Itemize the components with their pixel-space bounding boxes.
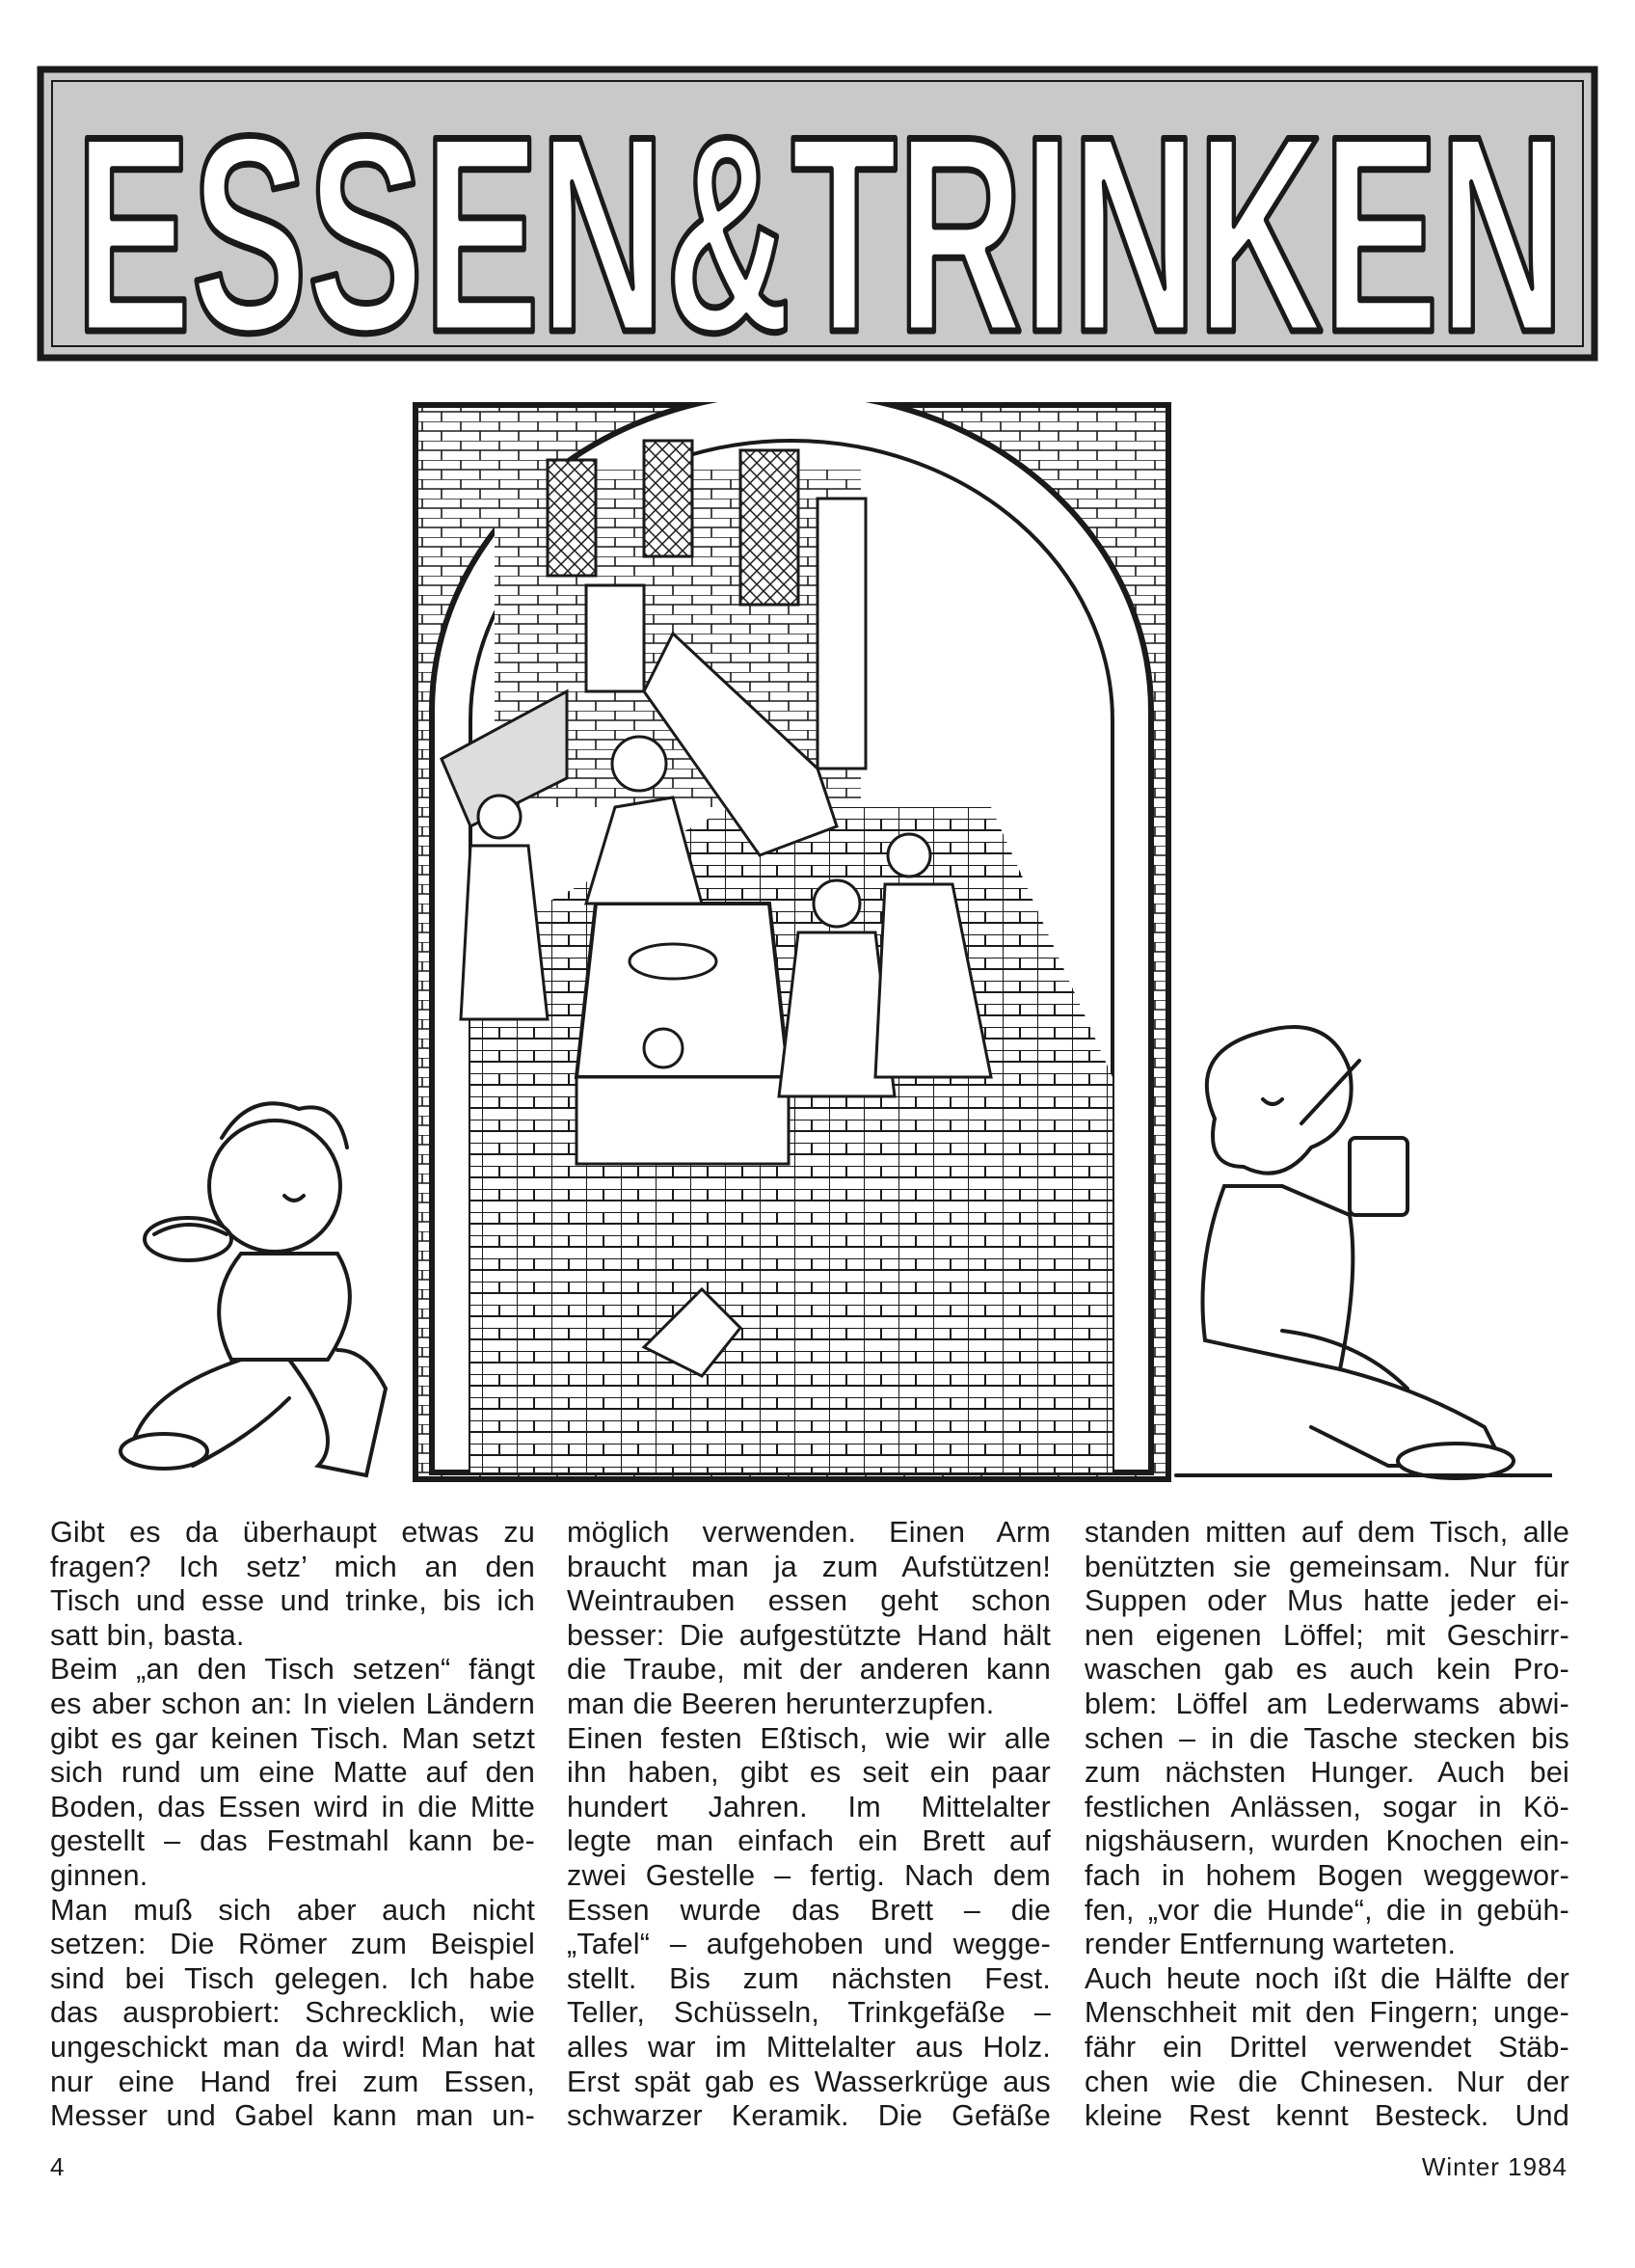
child-eating-burger-drawing (96, 1070, 443, 1485)
text-line: Messer und Gabel kann man un- (50, 2099, 535, 2133)
text-line: waschen gab es auch kein Pro- (1085, 1653, 1569, 1687)
page-number: 4 (50, 2152, 65, 2181)
text-line: braucht man ja zum Aufstützen! (567, 1550, 1051, 1583)
text-line: nen eigenen Löffel; mit Geschirr- (1085, 1618, 1569, 1652)
text-line: satt bin, basta. (50, 1618, 245, 1652)
text-line: benützten sie gemeinsam. Nur für (1085, 1550, 1569, 1583)
text-line: Man muß sich aber auch nicht (50, 1893, 535, 1927)
text-line: fen, „vor die Hunde“, die in gebüh- (1085, 1893, 1569, 1927)
text-line: Tisch und esse und trinke, bis ich (50, 1584, 535, 1618)
text-line: Beim „an den Tisch setzen“ fängt (50, 1653, 535, 1687)
text-line: man die Beeren herunterzupfen. (567, 1687, 995, 1720)
text-line: blem: Löffel am Lederwams abwi- (1085, 1687, 1569, 1720)
text-line: Boden, das Essen wird in die Mitte (50, 1790, 535, 1823)
text-line: chen wie die Chinesen. Nur der (1085, 2065, 1569, 2098)
text-line: nur eine Hand frei zum Essen, (50, 2065, 535, 2098)
text-line: sind bei Tisch gelegen. Ich habe (50, 1961, 535, 1995)
text-line: fähr ein Drittel verwendet Stäb- (1085, 2030, 1569, 2064)
text-line: Suppen oder Mus hatte jeder ei- (1085, 1584, 1569, 1618)
text-line: gibt es gar keinen Tisch. Man setzt (50, 1721, 535, 1755)
text-line: schen – in die Tasche stecken bis (1085, 1721, 1569, 1755)
text-line: Essen wurde das Brett – die (567, 1893, 1051, 1927)
text-line: Menschheit mit den Fingern; unge- (1085, 1996, 1569, 2030)
text-line: „Tafel“ – aufgehoben und wegge- (567, 1928, 1051, 1961)
text-line: render Entfernung warteten. (1085, 1928, 1457, 1961)
medieval-banquet-woodcut (413, 402, 1171, 1482)
text-line: zum nächsten Hunger. Auch bei (1085, 1756, 1569, 1790)
text-line: nigshäusern, wurden Knochen ein- (1085, 1824, 1569, 1858)
text-line: festlichen Anlässen, sogar in Kö- (1085, 1790, 1569, 1823)
article-column-2 (567, 1516, 1051, 2134)
text-line: Erst spät gab es Wasserkrüge aus (567, 2065, 1051, 2098)
text-line: möglich verwenden. Einen Arm (567, 1516, 1051, 1549)
text-line: schwarzer Keramik. Die Gefäße (567, 2099, 1051, 2133)
text-line: Auch heute noch ißt die Hälfte der (1085, 1961, 1569, 1995)
text-line: fragen? Ich setz’ mich an den (50, 1550, 535, 1583)
text-line: die Traube, mit der anderen kann (567, 1653, 1051, 1687)
text-line: Gibt es da überhaupt etwas zu (50, 1516, 535, 1549)
text-line: ihn haben, gibt es seit ein paar (567, 1756, 1051, 1790)
title-banner (37, 66, 1598, 362)
page-title: ESSEN&TRINKEN (75, 78, 1565, 362)
text-line: besser: Die aufgestützte Hand hält (567, 1618, 1051, 1652)
text-line: Teller, Schüsseln, Trinkgefäße – (567, 1996, 1051, 2030)
article-column-3 (1085, 1516, 1569, 2134)
text-line: ginnen. (50, 1858, 148, 1892)
child-drinking-with-straw-drawing (1166, 1022, 1552, 1485)
issue-label: Winter 1984 (1421, 2152, 1568, 2181)
article-column-1 (50, 1516, 535, 2134)
text-line: kleine Rest kennt Besteck. Und (1085, 2099, 1569, 2133)
text-line: sich rund um eine Matte auf den (50, 1756, 535, 1790)
text-line: Einen festen Eßtisch, wie wir alle (567, 1721, 1051, 1755)
text-line: das ausprobiert: Schrecklich, wie (50, 1996, 535, 2030)
text-line: zwei Gestelle – fertig. Nach dem (567, 1858, 1051, 1892)
text-line: es aber schon an: In vielen Ländern (50, 1687, 535, 1720)
text-line: Weintrauben essen geht schon (567, 1584, 1051, 1618)
text-line: ungeschickt man da wird! Man hat (50, 2030, 535, 2064)
text-line: setzen: Die Römer zum Beispiel (50, 1928, 535, 1961)
text-line: standen mitten auf dem Tisch, alle (1085, 1516, 1569, 1549)
text-line: gestellt – das Festmahl kann be- (50, 1824, 535, 1858)
text-line: fach in hohem Bogen weggewor- (1085, 1858, 1569, 1892)
text-line: legte man einfach ein Brett auf (567, 1824, 1051, 1858)
text-line: stellt. Bis zum nächsten Fest. (567, 1961, 1051, 1995)
text-line: hundert Jahren. Im Mittelalter (567, 1790, 1051, 1823)
text-line: alles war im Mittelalter aus Holz. (567, 2030, 1051, 2064)
